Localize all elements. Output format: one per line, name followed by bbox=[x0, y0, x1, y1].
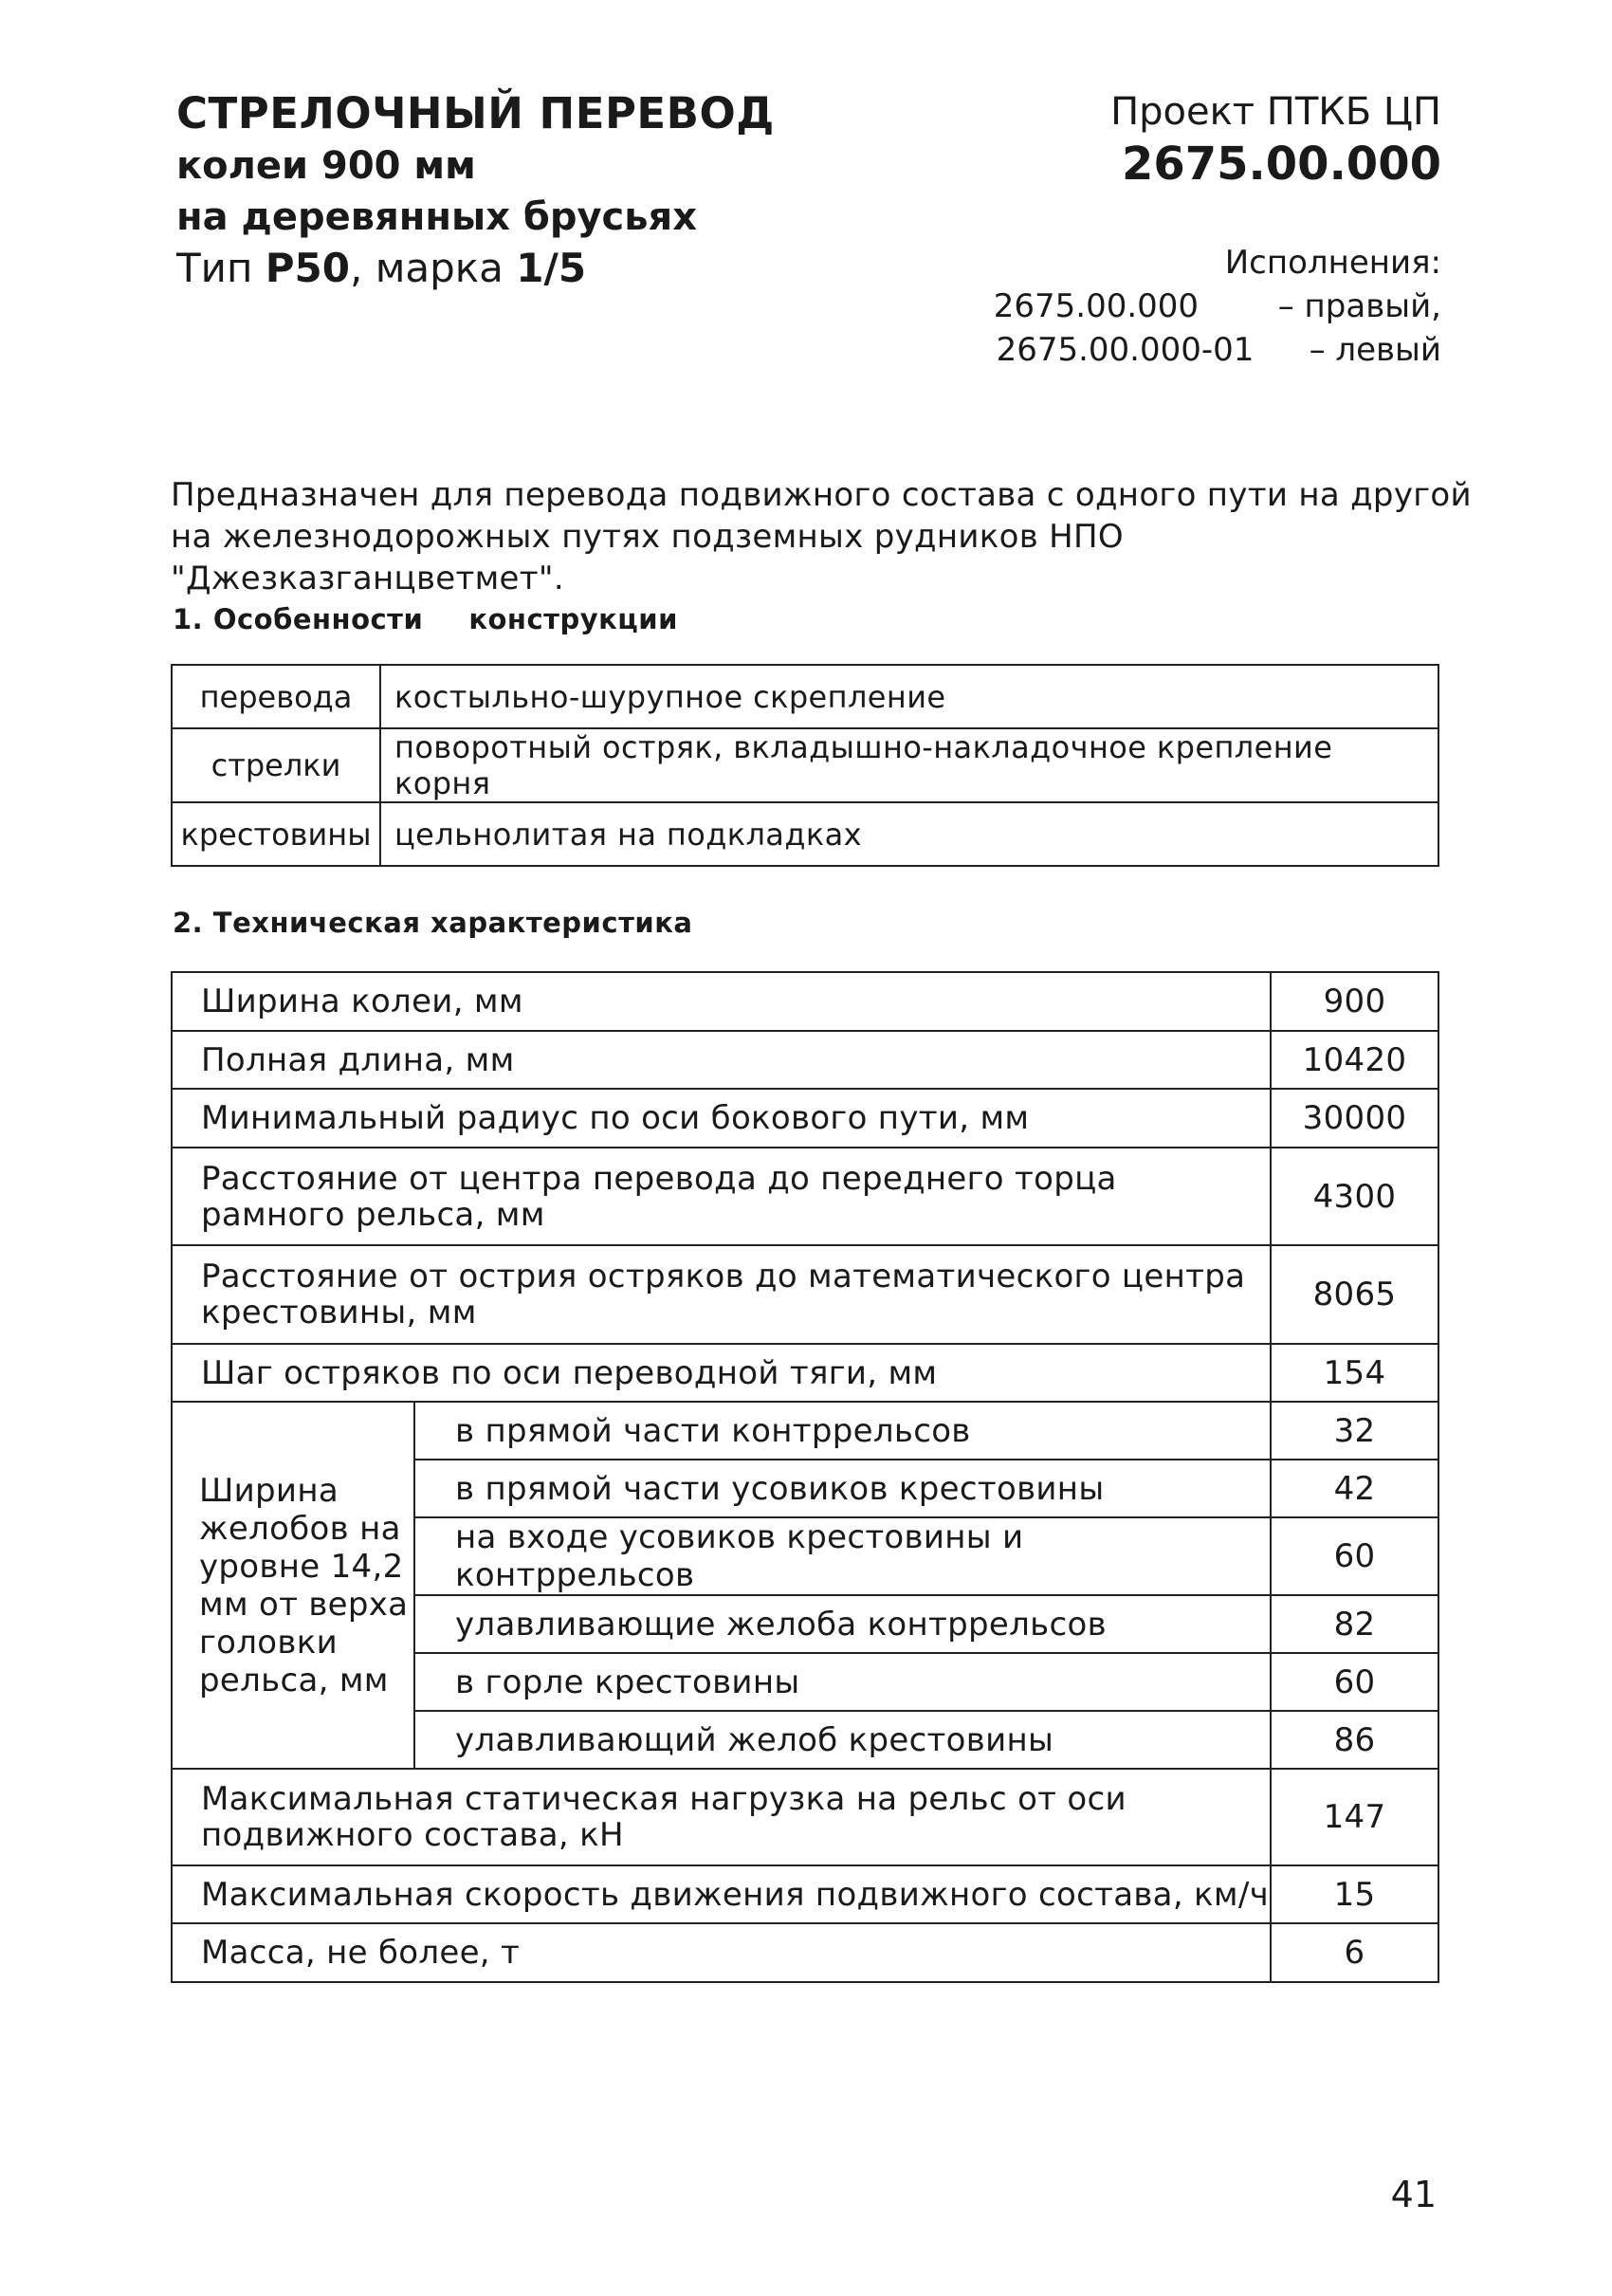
variant-code: 2675.00.000-01 bbox=[996, 331, 1255, 369]
spec-name: Шаг остряков по оси переводной тяги, мм bbox=[172, 1344, 1271, 1402]
table-row bbox=[172, 1923, 1438, 1982]
spec-value: 147 bbox=[1271, 1769, 1438, 1865]
type-prefix: Тип bbox=[176, 245, 266, 291]
table-row bbox=[172, 1031, 1438, 1089]
table-row bbox=[172, 1089, 1438, 1148]
spec-sub-name: улавливающий желоб крестовины bbox=[414, 1711, 1271, 1769]
project-code: 2675.00.000 bbox=[1121, 138, 1441, 191]
spec-value: 32 bbox=[1271, 1402, 1438, 1460]
spec-value: 6 bbox=[1271, 1923, 1438, 1982]
section1-title bbox=[173, 603, 678, 635]
variant-code: 2675.00.000 bbox=[993, 287, 1200, 325]
title-type-mark bbox=[176, 243, 840, 294]
spec-value: 30000 bbox=[1271, 1089, 1438, 1148]
table-row bbox=[172, 1245, 1438, 1344]
features-table bbox=[171, 664, 1439, 867]
title-sleepers: на деревянных брусьях bbox=[176, 195, 698, 239]
project-block bbox=[948, 87, 1441, 372]
spec-value: 60 bbox=[1271, 1653, 1438, 1711]
spec-name: Максимальная статическая нагрузка на рельс от оси подвижного состава, кН bbox=[172, 1769, 1271, 1865]
spec-value: 60 bbox=[1271, 1517, 1438, 1595]
feature-value: костыльно-шурупное скрепление bbox=[380, 665, 1438, 728]
spec-value: 82 bbox=[1271, 1595, 1438, 1653]
table-row bbox=[172, 1148, 1438, 1245]
variants-label: Исполнения: bbox=[1224, 244, 1441, 282]
purpose-text: Предназначен для перевода подвижного состава с одного пути на другой на железнодорожных путях подземных рудников НПО "Джезказганцветмет". bbox=[171, 476, 1472, 597]
table-row bbox=[172, 1402, 1438, 1460]
mark-value: 1/5 bbox=[516, 245, 587, 291]
spec-sub-name: на входе усовиков крестовины и контррельсов bbox=[414, 1517, 1271, 1595]
spec-value: 10420 bbox=[1271, 1031, 1438, 1089]
spec-value: 900 bbox=[1271, 972, 1438, 1031]
table-row bbox=[172, 1769, 1438, 1865]
variant-row bbox=[948, 328, 1441, 372]
section1-word2: конструкции bbox=[468, 603, 678, 635]
spec-name: Расстояние от острия остряков до математического центра крестовины, мм bbox=[172, 1245, 1271, 1344]
feature-value: цельнолитая на подкладках bbox=[380, 802, 1438, 866]
table-row bbox=[172, 728, 1438, 802]
spec-sub-name: в прямой части контррельсов bbox=[414, 1402, 1271, 1460]
feature-value: поворотный остряк, вкладышно-накладочное крепление корня bbox=[380, 728, 1438, 802]
spec-sub-name: в горле крестовины bbox=[414, 1653, 1271, 1711]
section2-title: 2. Техническая характеристика bbox=[173, 907, 693, 939]
spec-sub-name: улавливающие желоба контррельсов bbox=[414, 1595, 1271, 1653]
variant-desc: – левый bbox=[1309, 331, 1441, 369]
spec-value: 15 bbox=[1271, 1865, 1438, 1923]
spec-name: Расстояние от центра перевода до переднего торца рамного рельса, мм bbox=[172, 1148, 1271, 1245]
project-label: Проект ПТКБ ЦП bbox=[1110, 90, 1441, 134]
spec-value: 154 bbox=[1271, 1344, 1438, 1402]
section1-number: 1. bbox=[173, 603, 204, 635]
title-gauge: колеи 900 мм bbox=[176, 144, 476, 188]
variant-desc: – правый, bbox=[1277, 287, 1441, 325]
table-row bbox=[172, 665, 1438, 728]
variants bbox=[948, 241, 1441, 372]
table-row bbox=[172, 802, 1438, 866]
feature-label: стрелки bbox=[172, 728, 380, 802]
spec-value: 4300 bbox=[1271, 1148, 1438, 1245]
feature-label: перевода bbox=[172, 665, 380, 728]
type-value: Р50 bbox=[265, 245, 350, 291]
variant-row bbox=[948, 285, 1441, 328]
table-row bbox=[172, 972, 1438, 1031]
spec-name: Масса, не более, т bbox=[172, 1923, 1271, 1982]
spec-sub-name: в прямой части усовиков крестовины bbox=[414, 1460, 1271, 1517]
spec-name: Ширина колеи, мм bbox=[172, 972, 1271, 1031]
spec-name: Максимальная скорость движения подвижного состава, км/ч bbox=[172, 1865, 1271, 1923]
mark-prefix: , марка bbox=[350, 245, 517, 291]
section1-word1: Особенности bbox=[212, 603, 424, 635]
page-number: 41 bbox=[1390, 2174, 1437, 2215]
spec-value: 8065 bbox=[1271, 1245, 1438, 1344]
table-row bbox=[172, 1344, 1438, 1402]
title-main: СТРЕЛОЧНЫЙ ПЕРЕВОД bbox=[176, 88, 775, 138]
spec-value: 42 bbox=[1271, 1460, 1438, 1517]
title-block bbox=[176, 87, 840, 294]
spec-name: Полная длина, мм bbox=[172, 1031, 1271, 1089]
specs-table bbox=[171, 971, 1439, 1983]
group-label: Ширина желобов на уровне 14,2 мм от верха головки рельса, мм bbox=[172, 1402, 414, 1769]
feature-label: крестовины bbox=[172, 802, 380, 866]
table-row bbox=[172, 1865, 1438, 1923]
spec-value: 86 bbox=[1271, 1711, 1438, 1769]
spec-name: Минимальный радиус по оси бокового пути, мм bbox=[172, 1089, 1271, 1148]
